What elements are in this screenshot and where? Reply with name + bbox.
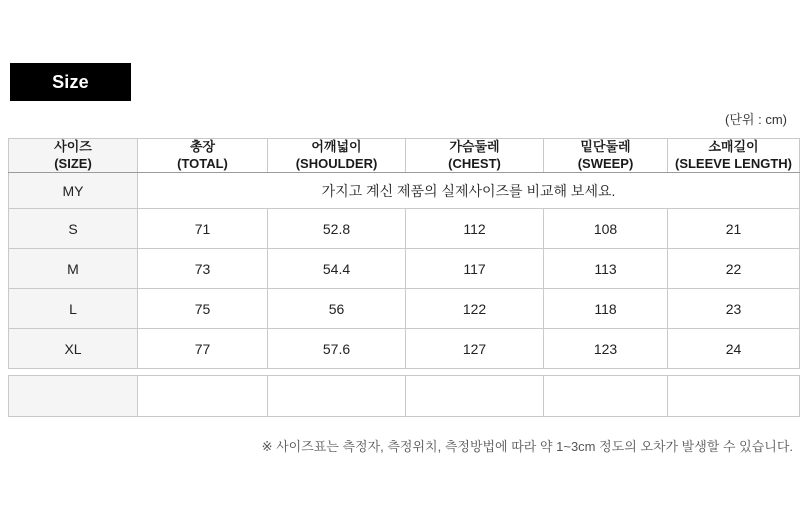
header-cell-size: 사이즈 (SIZE) bbox=[9, 139, 138, 173]
table-row-m bbox=[9, 249, 800, 289]
header-cell-shoulder: 어깨넓이 (SHOULDER) bbox=[268, 139, 406, 173]
table-row-xl bbox=[9, 329, 800, 369]
empty-value-cell bbox=[268, 376, 406, 417]
empty-size-cell bbox=[9, 376, 138, 417]
size-table-footnote: ※ 사이즈표는 측정자, 측정위치, 측정방법에 따라 약 1~3cm 정도의 오차가 발생할 수 있습니다. bbox=[261, 439, 793, 454]
empty-value-cell bbox=[406, 376, 544, 417]
size-table bbox=[8, 138, 800, 369]
empty-value-cell bbox=[544, 376, 668, 417]
value-cell-shoulder: 57.6 bbox=[268, 329, 406, 369]
value-cell-sweep: 118 bbox=[544, 289, 668, 329]
header-cell-total: 총장 (TOTAL) bbox=[138, 139, 268, 173]
value-cell-shoulder: 54.4 bbox=[268, 249, 406, 289]
size-badge-label: Size bbox=[52, 71, 89, 92]
value-cell-chest: 117 bbox=[406, 249, 544, 289]
value-cell-chest: 127 bbox=[406, 329, 544, 369]
my-size-row bbox=[9, 173, 800, 209]
header-cell-sleeve-length: 소매길이 (SLEEVE LENGTH) bbox=[668, 139, 800, 173]
value-cell-chest: 122 bbox=[406, 289, 544, 329]
size-cell: L bbox=[9, 289, 138, 329]
size-cell: S bbox=[9, 209, 138, 249]
table-row-l bbox=[9, 289, 800, 329]
value-cell-sweep: 113 bbox=[544, 249, 668, 289]
value-cell-shoulder: 52.8 bbox=[268, 209, 406, 249]
unit-label: (단위 : cm) bbox=[725, 112, 787, 127]
empty-value-cell bbox=[668, 376, 800, 417]
size-cell: XL bbox=[9, 329, 138, 369]
value-cell-total: 75 bbox=[138, 289, 268, 329]
empty-row bbox=[9, 376, 800, 417]
value-cell-total: 73 bbox=[138, 249, 268, 289]
value-cell-sweep: 123 bbox=[544, 329, 668, 369]
size-table-header-row bbox=[9, 139, 800, 173]
value-cell-sleeve-length: 21 bbox=[668, 209, 800, 249]
my-row-label: MY bbox=[9, 173, 138, 209]
value-cell-sleeve-length: 24 bbox=[668, 329, 800, 369]
value-cell-total: 77 bbox=[138, 329, 268, 369]
value-cell-shoulder: 56 bbox=[268, 289, 406, 329]
value-cell-sweep: 108 bbox=[544, 209, 668, 249]
value-cell-sleeve-length: 23 bbox=[668, 289, 800, 329]
header-cell-chest: 가슴둘레 (CHEST) bbox=[406, 139, 544, 173]
value-cell-total: 71 bbox=[138, 209, 268, 249]
empty-value-cell bbox=[138, 376, 268, 417]
empty-bottom-row-table bbox=[8, 375, 800, 417]
value-cell-sleeve-length: 22 bbox=[668, 249, 800, 289]
table-row-s bbox=[9, 209, 800, 249]
size-cell: M bbox=[9, 249, 138, 289]
my-row-message: 가지고 계신 제품의 실제사이즈를 비교해 보세요. bbox=[138, 173, 800, 209]
header-cell-sweep: 밑단둘레 (SWEEP) bbox=[544, 139, 668, 173]
size-section-badge bbox=[10, 63, 131, 101]
value-cell-chest: 112 bbox=[406, 209, 544, 249]
